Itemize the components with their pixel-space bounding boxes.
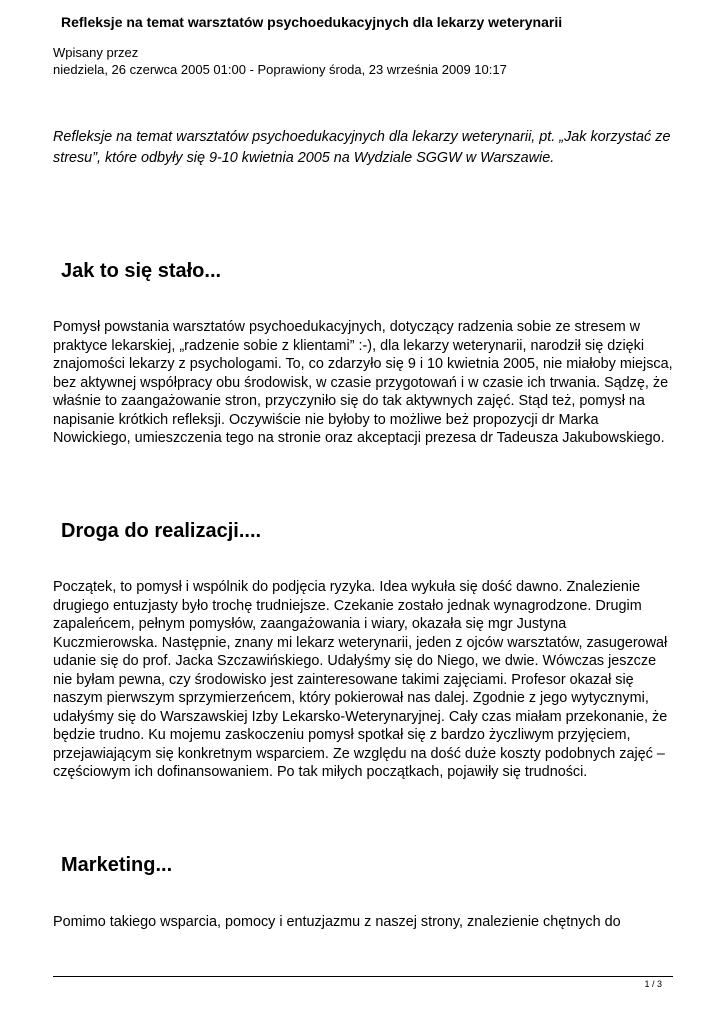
section-body-marketing: Pomimo takiego wsparcia, pomocy i entuzjazmu z naszej strony, znalezienie chętnych do	[53, 914, 621, 930]
section-body-jak-to-sie-stalo: Pomysł powstania warsztatów psychoedukacyjnych, dotyczący radzenia sobie ze stresem w praktyce lekarskiej, „radzenie sobie z klientami” :-), dla lekarzy weterynarii, narodził się dzięki znajomości lekarzy z psychologami. To, co zdarzyło się 9 i 10 kwietnia 2005, nie miałoby miejsca, bez aktywnej współpracy obu środowisk, w czasie przygotowań i w czasie ich trwania. Sądzę, że właśnie to zaangażowanie stron, przyczyniło się do tak aktywnych zajęć. Stąd też, pomysł na napisanie krótkich refleksji. Oczywiście nie byłoby to możliwe beż propozycji dr Marka Nowickiego, umieszczenia tego na stronie oraz akceptacji prezesa dr Tadeusza Jakubowskiego.	[53, 319, 673, 446]
date-line: niedziela, 26 czerwca 2005 01:00 - Poprawiony środa, 23 września 2009 10:17	[53, 62, 507, 77]
section-heading-droga-do-realizacji: Droga do realizacji....	[61, 520, 262, 542]
article-title: Refleksje na temat warsztatów psychoedukacyjnych dla lekarzy weterynarii	[61, 14, 563, 30]
article-meta	[53, 44, 673, 78]
section-heading-jak-to-sie-stalo: Jak to się stało...	[61, 260, 222, 282]
section-heading-marketing: Marketing...	[61, 854, 173, 876]
page-number: 1 / 3	[644, 979, 662, 989]
author-line: Wpisany przez	[53, 45, 139, 60]
section-body-droga-do-realizacji: Początek, to pomysł i wspólnik do podjęcia ryzyka. Idea wykuła się dość dawno. Znalezienie drugiego entuzjasty było trochę trudniejsze. Czekanie zostało jednak wynagrodzone. Drugim zapaleńcem, pełnym pomysłów, zaangażowania i wiary, okazała się mgr Justyna Kuczmierowska. Następnie, znany mi lekarz weterynarii, jeden z ojców warsztatów, zasugerował udanie się do prof. Jacka Szczawińskiego. Udałyśmy się do Niego, we dwie. Wówczas jeszcze nie byłam pewna, czy środowisko jest zainteresowane takimi zajęciami. Profesor okazał się naszym pierwszym sprzymierzeńcem, który pokierował nas dalej. Zgodnie z jego wytycznymi, udałyśmy się do Warszawskiej Izby Lekarsko-Weterynaryjnej. Cały czas miałam przekonanie, że będzie trudno. Ku mojemu zaskoczeniu pomysł spotkał się z bardzo życzliwym przyjęciem, przejawiającym się konkretnym wsparciem. Ze względu na dość duże koszty podobnych zajęć – częściowym ich dofinansowaniem. Po tak miłych początkach, pojawiły się trudności.	[53, 579, 668, 780]
footer-divider	[53, 976, 673, 977]
intro-paragraph: Refleksje na temat warsztatów psychoedukacyjnych dla lekarzy weterynarii, pt. „Jak korzystać ze stresu”, które odbyły się 9-10 kwietnia 2005 na Wydziale SGGW w Warszawie.	[53, 129, 671, 166]
